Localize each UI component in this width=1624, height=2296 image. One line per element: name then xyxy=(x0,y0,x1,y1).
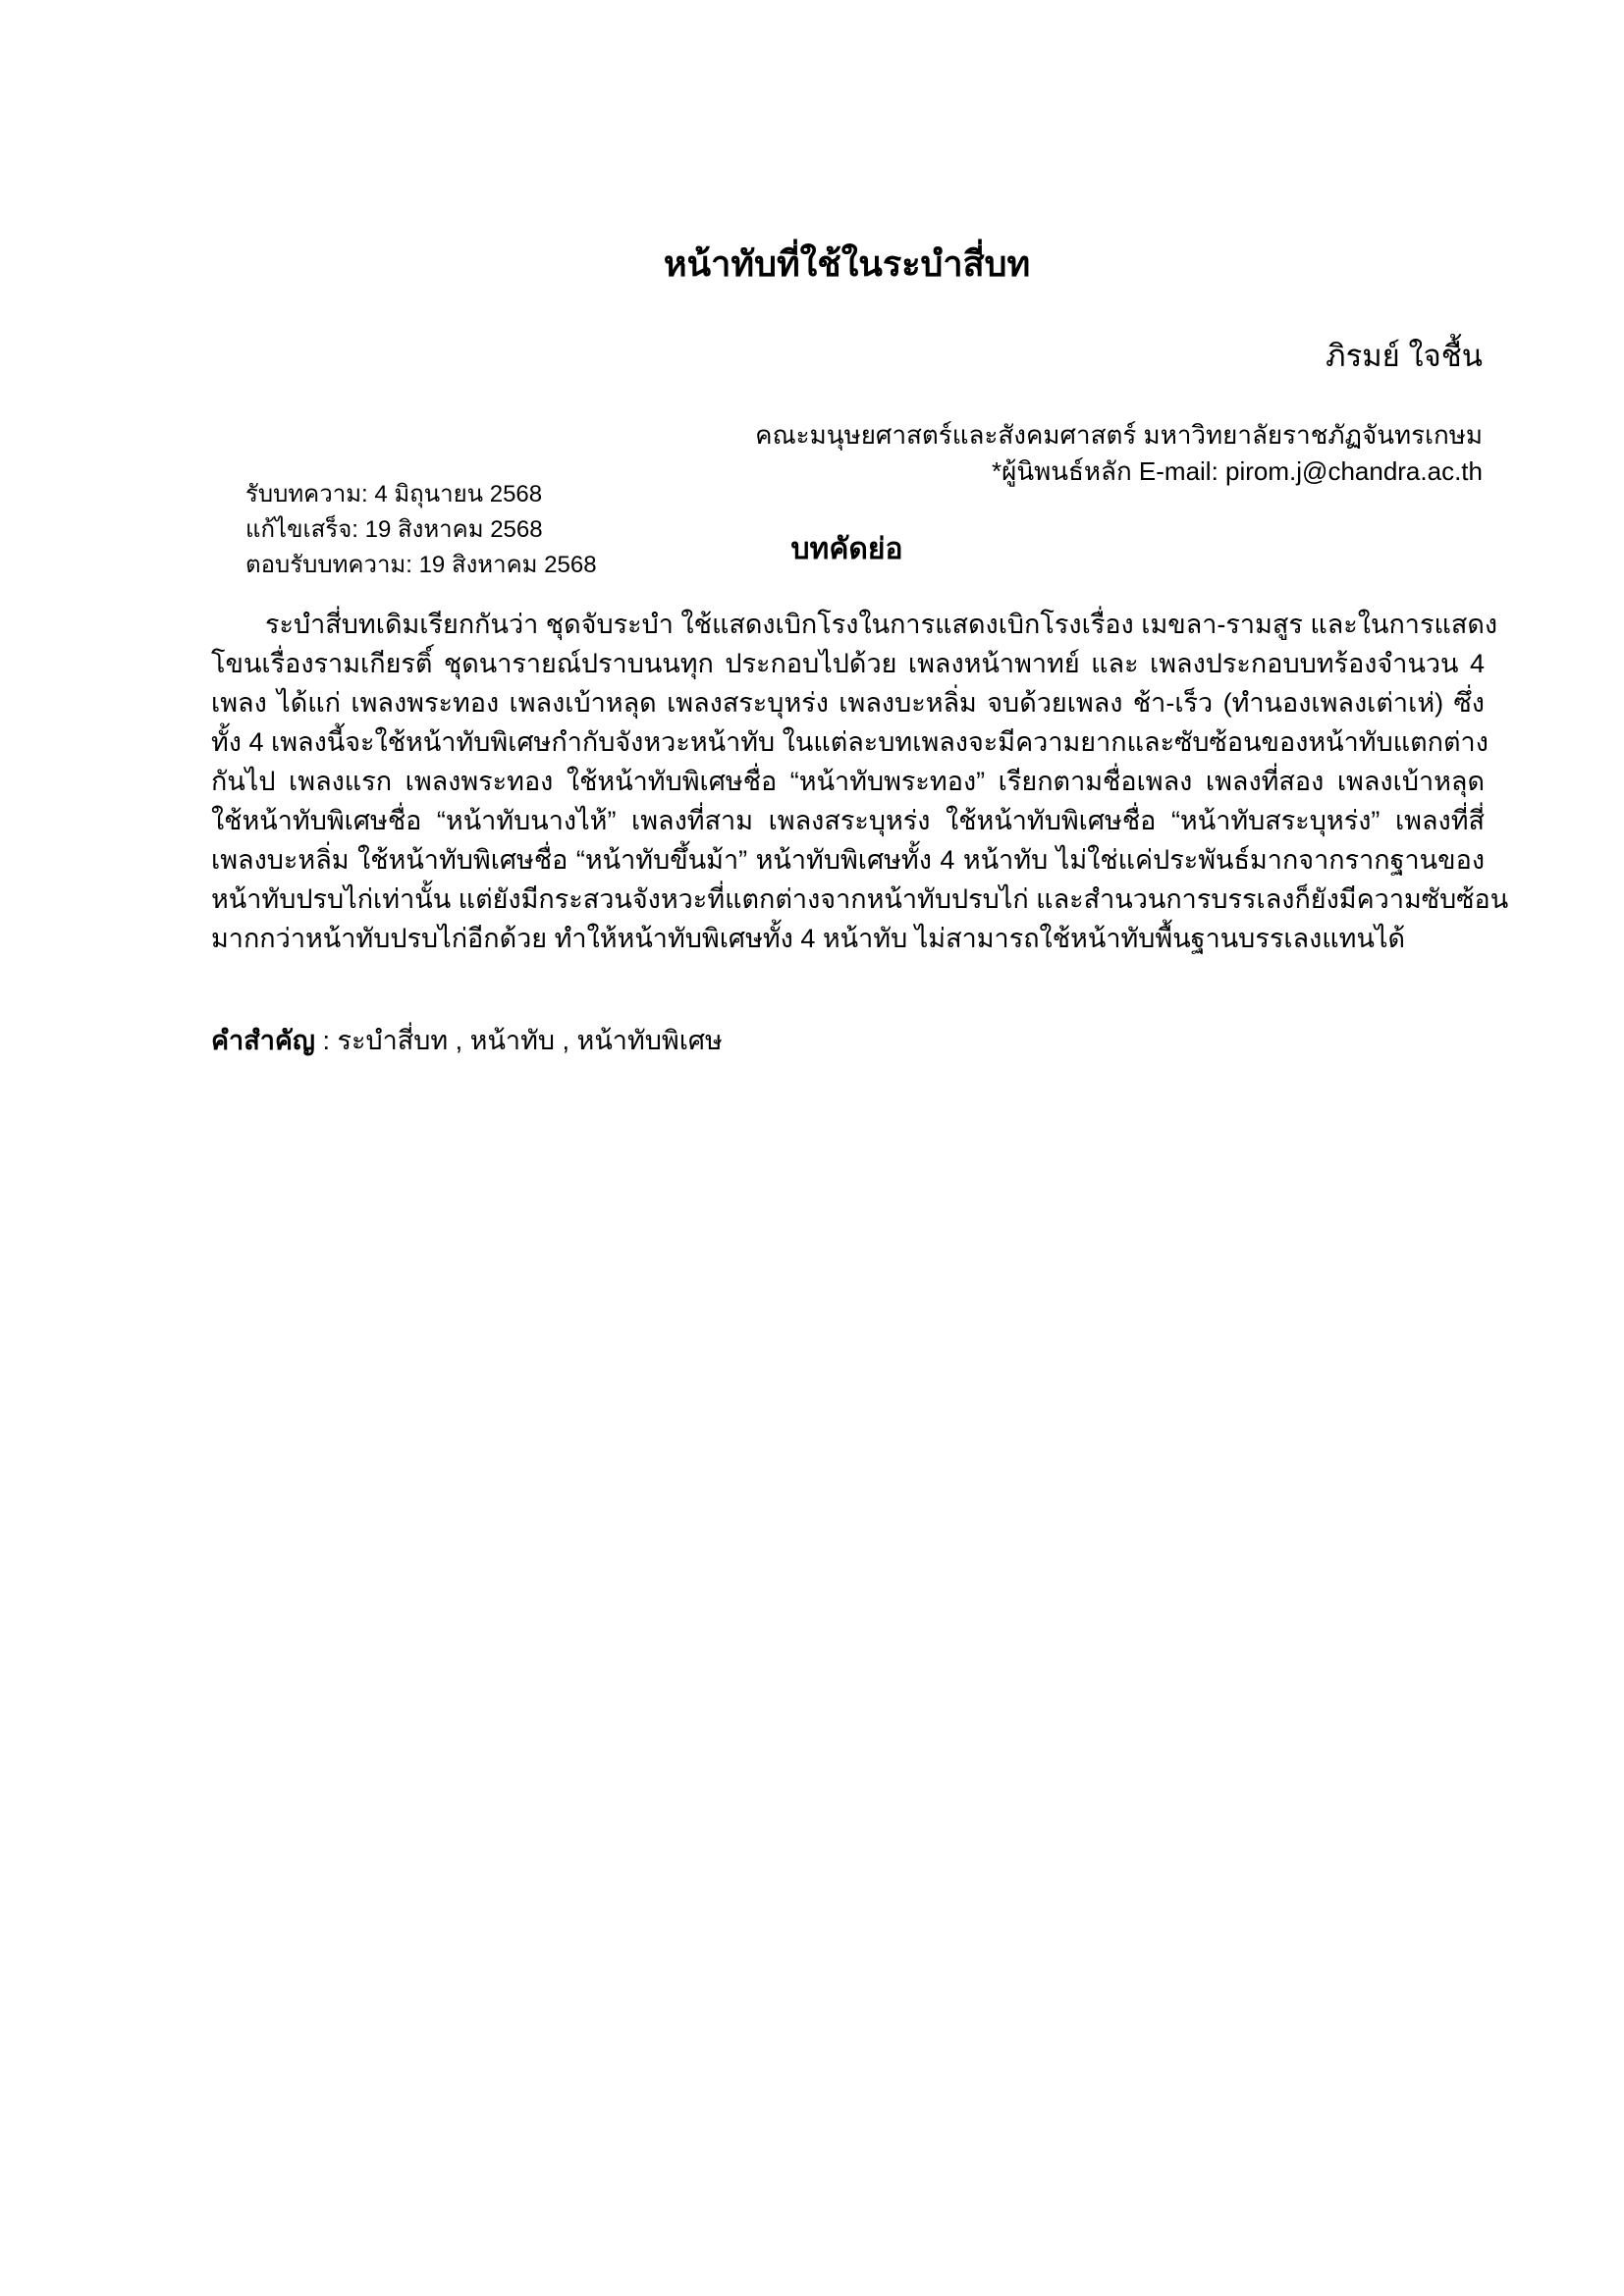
abstract-line: กันไป เพลงแรก เพลงพระทอง ใช้หน้าทับพิเศษชื่อ “หน้าทับพระทอง” เรียกตามชื่อเพลง เพลงที่สอง เพลงเบ้าหลุด xyxy=(211,767,1485,796)
date-accepted: ตอบรับบทความ: 19 สิงหาคม 2568 xyxy=(245,552,597,578)
abstract-line: หน้าทับปรบไก่เท่านั้น แต่ยังมีกระสวนจังหวะที่แตกต่างจากหน้าทับปรบไก่ และสำนวนการบรรเลงก็ยังมีความซับซ้อน xyxy=(211,884,1509,914)
author-name: ภิรมย์ ใจชื้น xyxy=(1326,339,1483,373)
abstract-line: เพลง ได้แก่ เพลงพระทอง เพลงเบ้าหลุด เพลงสระบุหร่ง เพลงบะหลิ่ม จบด้วยเพลง ช้า-เร็ว (ทำนองเพลงเต่าเห่) ซึ่ง xyxy=(211,688,1485,718)
abstract-line: โขนเรื่องรามเกียรติ์ ชุดนารายณ์ปราบนนทุก ประกอบไปด้วย เพลงหน้าพาทย์ และ เพลงประกอบบทร้องจำนวน 4 xyxy=(211,649,1485,678)
abstract-line: ใช้หน้าทับพิเศษชื่อ “หน้าทับนางไห้” เพลงที่สาม เพลงสระบุหร่ง ใช้หน้าทับพิเศษชื่อ “หน้าทับสระบุหร่ง” เพลงที่สี่ xyxy=(211,806,1485,835)
abstract-paragraph xyxy=(211,605,1509,958)
keywords-line xyxy=(211,1021,1485,1060)
author-affiliation: คณะมนุษยศาสตร์และสังคมศาสตร์ มหาวิทยาลัยราชภัฏจันทรเกษม xyxy=(755,420,1483,450)
keywords-value: : ระบำสี่บท , หน้าทับ , หน้าทับพิเศษ xyxy=(322,1026,723,1055)
abstract-line: เพลงบะหลิ่ม ใช้หน้าทับพิเศษชื่อ “หน้าทับขึ้นม้า” หน้าทับพิเศษทั้ง 4 หน้าทับ ไม่ใช่แค่ประพันธ์มากจากรากฐานของ xyxy=(211,845,1485,875)
abstract-heading: บทคัดย่อ xyxy=(790,533,903,565)
abstract-line: มากกว่าหน้าทับปรบไก่อีกด้วย ทำให้หน้าทับพิเศษทั้ง 4 หน้าทับ ไม่สามารถใช้หน้าทับพื้นฐานบรรเลงแทนได้ xyxy=(211,924,1406,953)
corresponding-author-email: *ผู้นิพนธ์หลัก E-mail: pirom.j@chandra.ac.th xyxy=(991,456,1483,486)
date-revised: แก้ไขเสร็จ: 19 สิงหาคม 2568 xyxy=(245,516,543,543)
keywords-label: คำสำคัญ xyxy=(211,1026,315,1055)
date-received: รับบทความ: 4 มิถุนายน 2568 xyxy=(245,481,543,507)
abstract-line: ทั้ง 4 เพลงนี้จะใช้หน้าทับพิเศษกำกับจังหวะหน้าทับ ในแต่ละบทเพลงจะมีความยากและซับซ้อนของหน้าทับแตกต่าง xyxy=(211,727,1489,757)
article-title: หน้าทับที่ใช้ในระบำสี่บท xyxy=(663,243,1031,284)
abstract-line: ระบำสี่บทเดิมเรียกกันว่า ชุดจับระบำ ใช้แสดงเบิกโรงในการแสดงเบิกโรงเรื่อง เมขลา-รามสูร และในการแสดง xyxy=(265,610,1498,639)
